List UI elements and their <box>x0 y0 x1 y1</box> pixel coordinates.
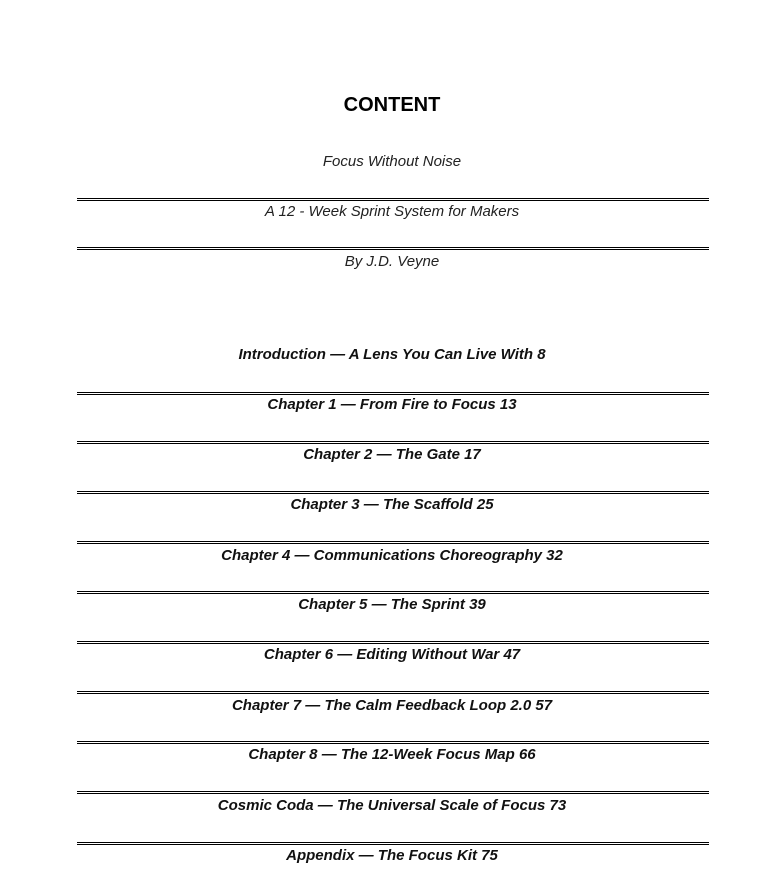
toc-entry-introduction: Introduction — A Lens You Can Live With 8 <box>238 346 546 363</box>
toc-entry-chapter-4: Chapter 4 — Communications Choreography 32 <box>221 547 563 564</box>
book-title: Focus Without Noise <box>322 153 462 170</box>
divider-rule <box>77 691 709 694</box>
divider-rule <box>77 491 709 494</box>
toc-entry-chapter-5: Chapter 5 — The Sprint 39 <box>298 596 486 613</box>
divider-rule <box>77 641 709 644</box>
divider-rule <box>77 247 709 250</box>
toc-entry-chapter-2: Chapter 2 — The Gate 17 <box>303 446 481 463</box>
divider-rule <box>77 198 709 201</box>
divider-rule <box>77 842 709 845</box>
divider-rule <box>77 441 709 444</box>
book-author: By J.D. Veyne <box>344 253 440 270</box>
divider-rule <box>77 541 709 544</box>
toc-entry-cosmic-coda: Cosmic Coda — The Universal Scale of Focus 73 <box>217 797 567 814</box>
toc-entry-chapter-3: Chapter 3 — The Scaffold 25 <box>290 496 494 513</box>
page-heading: CONTENT <box>343 94 441 116</box>
divider-rule <box>77 791 709 794</box>
toc-entry-chapter-6: Chapter 6 — Editing Without War 47 <box>263 646 521 663</box>
divider-rule <box>77 741 709 744</box>
divider-rule <box>77 591 709 594</box>
divider-rule <box>77 392 709 395</box>
toc-entry-appendix: Appendix — The Focus Kit 75 <box>286 847 498 864</box>
book-subtitle: A 12 - Week Sprint System for Makers <box>264 203 520 220</box>
toc-entry-chapter-7: Chapter 7 — The Calm Feedback Loop 2.0 57 <box>231 697 553 714</box>
toc-entry-chapter-8: Chapter 8 — The 12-Week Focus Map 66 <box>248 746 536 763</box>
toc-entry-chapter-1: Chapter 1 — From Fire to Focus 13 <box>267 396 517 413</box>
